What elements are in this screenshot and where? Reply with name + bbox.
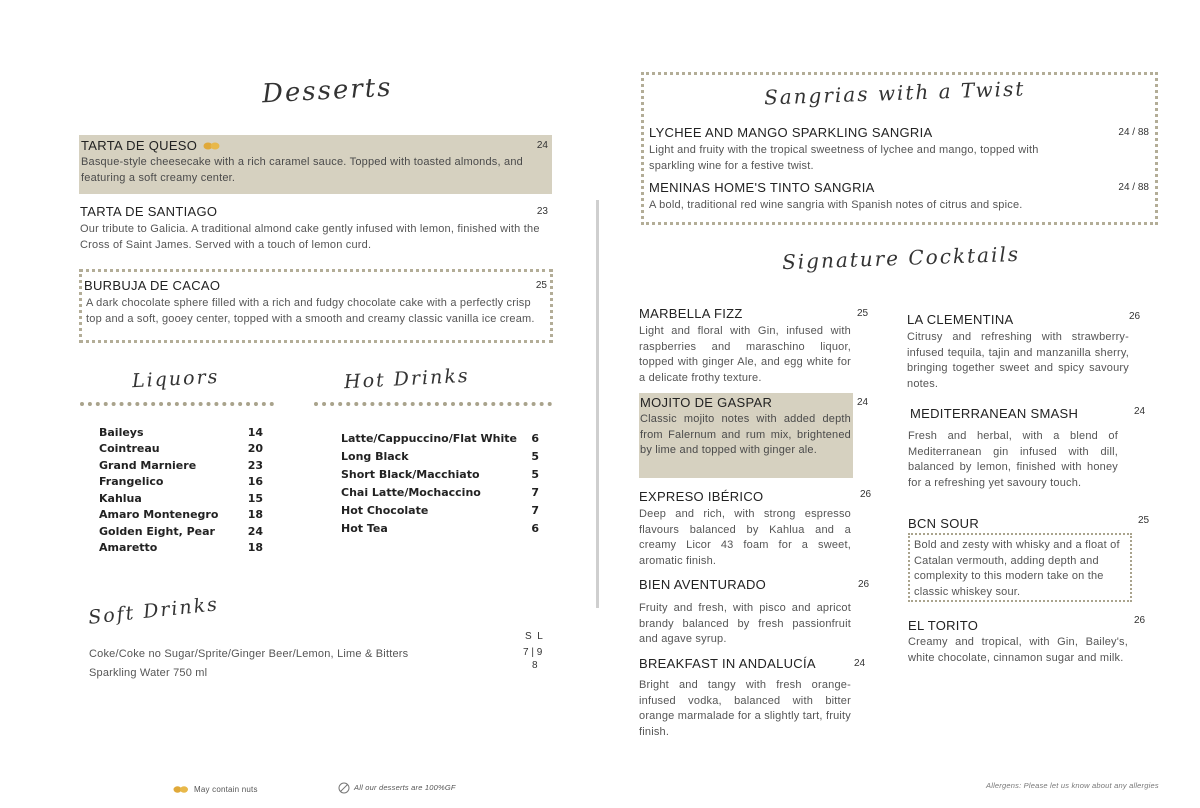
- dessert-description: Basque-style cheesecake with a rich caramel sauce. Topped with toasted almonds, and featuring a soft creamy center.: [81, 156, 523, 184]
- liquors-divider: [80, 402, 274, 406]
- dessert-item-tarta-de-queso: [79, 135, 552, 194]
- dessert-description: Our tribute to Galicia. A traditional almond cake gently infused with lemon, finished with the Cross of Saint James. Served with a touch of lemon curd.: [80, 223, 540, 251]
- cocktail-price: 24: [857, 397, 869, 408]
- dessert-description: A dark chocolate sphere filled with a rich and fudgy chocolate cake with a perfectly crisp top and a soft, gooey center, topped with a smooth and creamy classic vanilla ice cream.: [86, 297, 535, 325]
- cocktail-item-expreso-iberico: [639, 489, 872, 569]
- cocktail-item-mediterranean-smash: [908, 406, 1146, 491]
- cocktail-name: EXPRESO IBÉRICO: [639, 489, 764, 504]
- cocktail-description: Bold and zesty with whisky and a float of Catalan vermouth, adding depth and complexity to this modern take on the classic whiskey sour.: [914, 539, 1120, 598]
- cocktail-price: 24: [854, 658, 866, 669]
- cocktail-item-marbella-fizz: [639, 306, 869, 386]
- cocktail-name: MARBELLA FIZZ: [639, 306, 743, 321]
- hot-drinks-list: [341, 429, 539, 537]
- soft-drink-name: Coke/Coke no Sugar/Sprite/Ginger Beer/Lemon, Lime & Bitters: [89, 648, 409, 660]
- cocktail-item-breakfast-in-andalucia: [639, 656, 866, 740]
- list-item: Amaro Montenegro 18: [99, 508, 263, 522]
- liquors-list: [99, 424, 263, 556]
- cocktail-item-el-torito: [908, 615, 1146, 666]
- sangria-price: 24 / 88: [1118, 127, 1149, 138]
- cocktail-price: 25: [857, 308, 869, 319]
- nut-icon: [173, 785, 189, 794]
- cocktail-name: MEDITERRANEAN SMASH: [910, 406, 1079, 421]
- sangria-price: 24 / 88: [1118, 182, 1149, 193]
- allergens-note: Allergens: Please let us know about any allergies: [986, 781, 1159, 790]
- list-item: Grand Marniere 23: [99, 458, 263, 472]
- list-item: Baileys 14: [99, 425, 263, 439]
- cocktail-name: BREAKFAST IN ANDALUCÍA: [639, 656, 816, 671]
- sangrias-heading: Sangrias with a Twist: [763, 76, 1026, 110]
- liquors-heading: Liquors: [131, 365, 220, 393]
- sangria-name: MENINAS HOME'S TINTO SANGRIA: [649, 180, 875, 195]
- cocktail-item-bien-aventurado: [639, 577, 870, 648]
- hot-drinks-divider: [314, 402, 552, 406]
- list-item: Kahlua 15: [99, 491, 263, 505]
- cocktail-description: Fruity and fresh, with pisco and apricot brandy balanced by fresh passionfruit and agave syrup.: [639, 602, 851, 645]
- soft-drink-price: 7 | 9: [523, 647, 543, 658]
- list-item: Cointreau 20: [99, 442, 263, 456]
- sangria-name: LYCHEE AND MANGO SPARKLING SANGRIA: [649, 125, 933, 140]
- nut-icon: [203, 141, 221, 151]
- list-item: Long Black 5: [341, 449, 539, 463]
- nuts-note: May contain nuts: [173, 782, 258, 798]
- cocktail-item-la-clementina: [907, 311, 1141, 392]
- list-item: Frangelico 16: [99, 475, 263, 489]
- soft-drinks-heading: Soft Drinks: [87, 593, 220, 629]
- cocktail-description: Deep and rich, with strong espresso flavours balanced by Kahlua and a creamy Licor 43 foam for a sweet, aromatic finish.: [639, 508, 851, 567]
- cocktail-description: Light and floral with Gin, infused with raspberries and maraschino liquor, topped with ginger Ale, and egg white for a delicate frothy texture.: [639, 325, 851, 384]
- dessert-price: 24: [536, 140, 548, 151]
- gluten-free-icon: [338, 782, 350, 794]
- dessert-price: 25: [535, 280, 547, 291]
- dessert-item-burbuja-de-cacao: [79, 269, 553, 343]
- cocktail-name: LA CLEMENTINA: [907, 312, 1014, 327]
- cocktail-name: BCN SOUR: [908, 516, 980, 531]
- cocktail-price: 26: [858, 579, 870, 590]
- sangria-description: Light and fruity with the tropical sweetness of lychee and mango, topped with sparkling wine for a festive twist.: [649, 144, 1039, 172]
- cocktail-price: 26: [1129, 311, 1141, 322]
- cocktails-heading: Signature Cocktails: [781, 241, 1021, 275]
- list-item: Chai Latte/Mochaccino 7: [341, 485, 539, 499]
- cocktail-price: 26: [1134, 615, 1146, 626]
- hot-drinks-heading: Hot Drinks: [343, 364, 471, 394]
- sangrias-box: [641, 72, 1158, 225]
- bcn-sour-description-box: [908, 533, 1132, 602]
- cocktail-description: Fresh and herbal, with a blend of Mediterranean gin infused with dill, balanced by lemon, finished with honey for a refreshing yet savoury touch.: [908, 430, 1118, 489]
- cocktail-price: 24: [1134, 406, 1146, 417]
- soft-drink-name: Sparkling Water 750 ml: [89, 667, 208, 679]
- list-item: Short Black/Macchiato 5: [341, 467, 539, 481]
- cocktail-item-mojito-de-gaspar: [639, 393, 853, 478]
- desserts-heading: Desserts: [261, 72, 394, 110]
- sangria-description: A bold, traditional red wine sangria with Spanish notes of citrus and spice.: [649, 199, 1023, 211]
- dessert-name: BURBUJA DE CACAO: [84, 278, 221, 293]
- dessert-name: TARTA DE SANTIAGO: [80, 204, 218, 219]
- list-item: Latte/Cappuccino/Flat White 6: [341, 431, 539, 445]
- soft-drink-price: 8: [532, 660, 538, 671]
- size-header: S L: [525, 631, 543, 642]
- cocktail-name: BIEN AVENTURADO: [639, 577, 767, 592]
- cocktail-description: Citrusy and refreshing with strawberry-infused tequila, tajin and manzanilla sherry, bringing together sweet and spicy savoury notes.: [907, 331, 1129, 390]
- list-item: Amaretto 18: [99, 541, 263, 555]
- cocktail-description: Creamy and tropical, with Gin, Bailey's, white chocolate, cinnamon sugar and milk.: [908, 636, 1128, 664]
- list-item: Hot Tea 6: [341, 521, 539, 535]
- dessert-name: TARTA DE QUESO: [81, 138, 198, 153]
- cocktail-price: 26: [860, 489, 872, 500]
- cocktail-description: Bright and tangy with fresh orange-infused vodka, balanced with bitter orange marmalade for a slightly tart, fruity finish.: [639, 679, 851, 738]
- page-divider: [596, 200, 599, 608]
- cocktail-price: 25: [1138, 515, 1150, 526]
- cocktail-item-bcn-sour: [908, 515, 1150, 531]
- dessert-price: 23: [536, 206, 548, 217]
- list-item: Golden Eight, Pear 24: [99, 524, 263, 538]
- cocktail-name: MOJITO DE GASPAR: [640, 395, 773, 410]
- gf-note: All our desserts are 100%GF: [338, 780, 456, 796]
- cocktail-name: EL TORITO: [908, 618, 979, 633]
- list-item: Hot Chocolate 7: [341, 503, 539, 517]
- cocktail-description: Classic mojito notes with added depth from Falernum and rum mix, brightened by lime and topped with ginger ale.: [640, 413, 851, 456]
- dessert-item-tarta-de-santiago: [79, 204, 552, 254]
